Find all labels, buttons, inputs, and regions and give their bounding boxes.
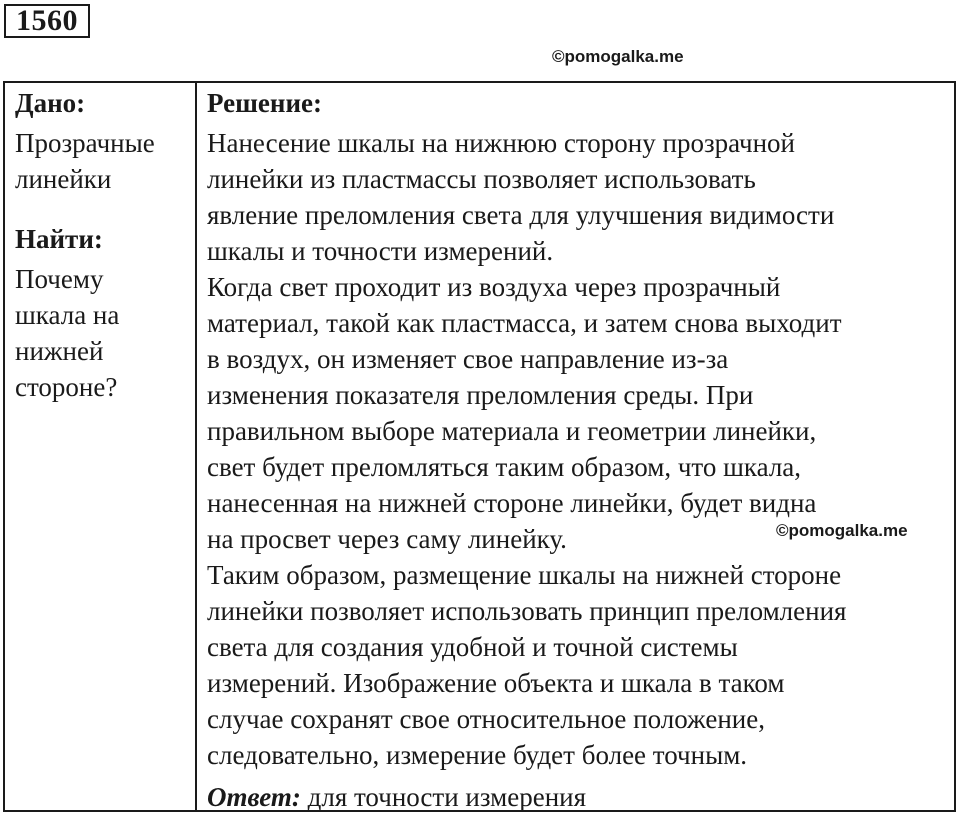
solution-line: на просвет через саму линейку. bbox=[207, 524, 567, 554]
answer-label: Ответ: bbox=[207, 782, 301, 812]
solution-line: явление преломления света для улучшения видимости bbox=[207, 200, 835, 230]
solution-line: измерений. Изображение объекта и шкала в таком bbox=[207, 668, 785, 698]
given-heading: Дано: bbox=[15, 88, 86, 118]
given-column bbox=[15, 83, 191, 405]
given-line: линейки bbox=[15, 164, 112, 194]
find-heading: Найти: bbox=[15, 224, 103, 254]
solution-heading: Решение: bbox=[207, 88, 322, 118]
find-line: нижней bbox=[15, 336, 104, 366]
solution-line: Нанесение шкалы на нижнюю сторону прозрачной bbox=[207, 128, 796, 158]
solution-line: в воздух, он изменяет свое направление из-за bbox=[207, 344, 729, 374]
watermark-middle: ©pomogalka.me bbox=[776, 521, 908, 540]
solution-paragraph bbox=[207, 269, 952, 557]
find-text bbox=[15, 261, 191, 405]
given-text bbox=[15, 125, 191, 197]
answer-line bbox=[207, 779, 952, 815]
solution-line: шкалы и точности измерений. bbox=[207, 236, 554, 266]
find-line: Почему bbox=[15, 264, 104, 294]
column-divider bbox=[195, 83, 197, 810]
solution-paragraph bbox=[207, 125, 952, 269]
answer-text: для точности измерения bbox=[307, 782, 587, 812]
solution-line: случае сохранят свое относительное положение, bbox=[207, 704, 765, 734]
find-line: стороне? bbox=[15, 372, 118, 402]
solution-line: свет будет преломляться таким образом, что шкала, bbox=[207, 452, 802, 482]
watermark-top: ©pomogalka.me bbox=[552, 47, 684, 66]
solution-line: нанесенная на нижней стороне линейки, будет видна bbox=[207, 488, 817, 518]
find-line: шкала на bbox=[15, 300, 120, 330]
solution-column bbox=[207, 83, 952, 815]
solution-line: следовательно, измерение будет более точным. bbox=[207, 740, 748, 770]
problem-number: 1560 bbox=[4, 4, 90, 38]
given-line: Прозрачные bbox=[15, 128, 155, 158]
solution-paragraph bbox=[207, 557, 952, 773]
solution-line: изменения показателя преломления среды. При bbox=[207, 380, 754, 410]
solution-line: правильном выборе материала и геометрии линейки, bbox=[207, 416, 817, 446]
solution-line: света для создания удобной и точной системы bbox=[207, 632, 738, 662]
solution-line: линейки из пластмассы позволяет использовать bbox=[207, 164, 756, 194]
solution-body bbox=[207, 125, 952, 773]
solution-line: линейки позволяет использовать принцип преломления bbox=[207, 596, 847, 626]
solution-table bbox=[3, 81, 956, 812]
solution-line: Когда свет проходит из воздуха через прозрачный bbox=[207, 272, 781, 302]
solution-line: материал, такой как пластмасса, и затем снова выходит bbox=[207, 308, 842, 338]
solution-line: Таким образом, размещение шкалы на нижней стороне bbox=[207, 560, 842, 590]
